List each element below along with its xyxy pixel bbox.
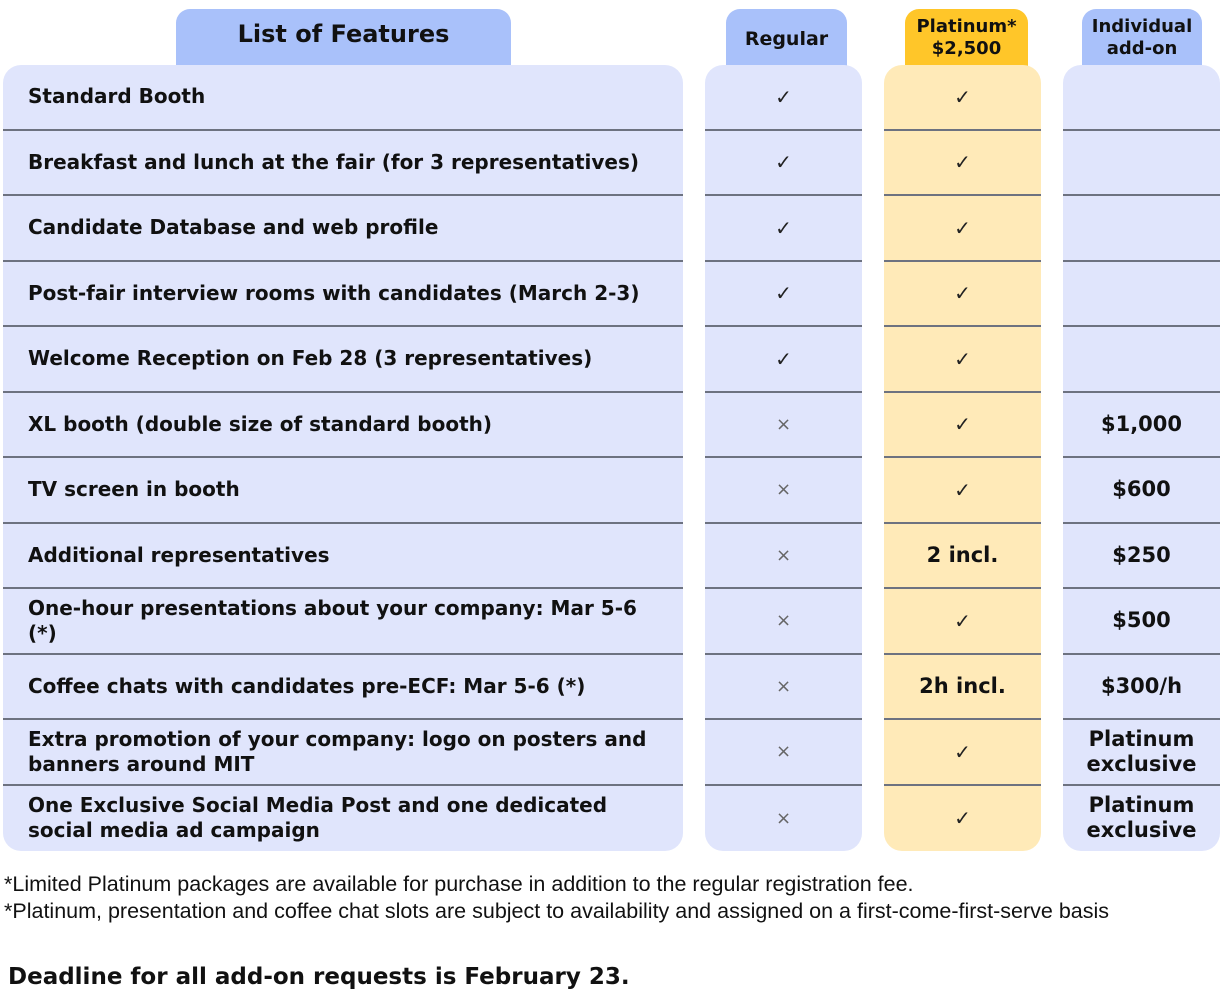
- addon-cell: [1063, 131, 1220, 197]
- platinum-cell: [884, 131, 1041, 197]
- addon-cell: [1063, 655, 1220, 721]
- feature-label: TV screen in booth: [28, 477, 240, 502]
- regular-cell: [705, 589, 862, 655]
- addon-cell: [1063, 786, 1220, 852]
- addon-value: $500: [1112, 608, 1171, 633]
- features-header-tab: [176, 9, 511, 66]
- addon-value: $250: [1112, 542, 1171, 567]
- platinum-value: 2h incl.: [919, 673, 1006, 698]
- regular-cell: [705, 262, 862, 328]
- addon-header-label-line2: add-on: [1106, 37, 1178, 59]
- regular-header-tab: [726, 9, 847, 66]
- platinum-cell: [884, 65, 1041, 131]
- checkmark-icon: ✓: [775, 150, 792, 175]
- addon-cell: [1063, 720, 1220, 786]
- platinum-cell: [884, 262, 1041, 328]
- checkmark-icon: ✓: [775, 215, 792, 240]
- feature-label: Welcome Reception on Feb 28 (3 representatives): [28, 346, 593, 371]
- cross-icon: ×: [775, 544, 792, 566]
- addon-header-label-line1: Individual: [1091, 15, 1193, 37]
- feature-row: [3, 589, 683, 655]
- addon-cell: [1063, 393, 1220, 459]
- regular-column: [705, 65, 862, 851]
- feature-row: [3, 327, 683, 393]
- footnote-slots-availability: *Platinum, presentation and coffee chat slots are subject to availability and assigned on a first-come-first-serve basis: [4, 899, 1110, 923]
- feature-label: Breakfast and lunch at the fair (for 3 representatives): [28, 149, 640, 174]
- footnote-platinum-availability: *Limited Platinum packages are available for purchase in addition to the regular registration fee.: [4, 872, 914, 896]
- cross-icon: ×: [775, 807, 792, 829]
- regular-cell: [705, 524, 862, 590]
- features-column: [3, 65, 683, 851]
- platinum-cell: [884, 196, 1041, 262]
- addon-header-tab: [1082, 9, 1202, 66]
- feature-row: [3, 655, 683, 721]
- addon-value: $600: [1112, 477, 1171, 502]
- checkmark-icon: ✓: [775, 281, 792, 306]
- feature-row: [3, 786, 683, 852]
- regular-cell: [705, 393, 862, 459]
- regular-cell: [705, 458, 862, 524]
- regular-header-label: Regular: [744, 27, 829, 50]
- features-header-label: List of Features: [237, 19, 450, 48]
- feature-row: [3, 262, 683, 328]
- feature-row: [3, 393, 683, 459]
- platinum-cell: [884, 524, 1041, 590]
- feature-row: [3, 131, 683, 197]
- feature-label: One-hour presentations about your company: Mar 5-6 (*): [28, 595, 637, 645]
- platinum-cell: [884, 786, 1041, 852]
- feature-label: Candidate Database and web profile: [28, 215, 439, 240]
- cross-icon: ×: [775, 741, 792, 763]
- addon-cell: [1063, 524, 1220, 590]
- feature-label: Extra promotion of your company: logo on posters and banners around MIT: [28, 726, 647, 776]
- addon-cell: [1063, 196, 1220, 262]
- cross-icon: ×: [775, 479, 792, 501]
- platinum-header-tab: [905, 9, 1028, 66]
- addon-cell: [1063, 589, 1220, 655]
- checkmark-icon: ✓: [954, 806, 971, 831]
- addon-cell: [1063, 458, 1220, 524]
- checkmark-icon: ✓: [954, 346, 971, 371]
- platinum-cell: [884, 655, 1041, 721]
- feature-label: Standard Booth: [28, 84, 206, 109]
- feature-label: Additional representatives: [28, 542, 330, 567]
- regular-cell: [705, 131, 862, 197]
- platinum-cell: [884, 393, 1041, 459]
- addon-value: Platinum exclusive: [1086, 726, 1197, 776]
- checkmark-icon: ✓: [954, 281, 971, 306]
- addon-column: [1063, 65, 1220, 851]
- platinum-cell: [884, 589, 1041, 655]
- feature-row: [3, 65, 683, 131]
- platinum-header-price: $2,500: [931, 37, 1002, 59]
- platinum-cell: [884, 327, 1041, 393]
- regular-cell: [705, 720, 862, 786]
- addon-value: Platinum exclusive: [1086, 793, 1197, 843]
- checkmark-icon: ✓: [954, 84, 971, 109]
- feature-row: [3, 458, 683, 524]
- checkmark-icon: ✓: [775, 346, 792, 371]
- regular-cell: [705, 65, 862, 131]
- platinum-value: 2 incl.: [926, 542, 999, 567]
- feature-label: XL booth (double size of standard booth): [28, 411, 493, 436]
- addon-value: $1,000: [1100, 411, 1183, 436]
- regular-cell: [705, 655, 862, 721]
- addon-value: $300/h: [1100, 673, 1183, 698]
- feature-label: One Exclusive Social Media Post and one dedicated social media ad campaign: [28, 793, 608, 843]
- addon-cell: [1063, 65, 1220, 131]
- feature-label: Coffee chats with candidates pre-ECF: Mar 5-6 (*): [28, 673, 586, 698]
- deadline-notice: Deadline for all add-on requests is February 23.: [8, 964, 630, 990]
- feature-row: [3, 524, 683, 590]
- addon-cell: [1063, 327, 1220, 393]
- cross-icon: ×: [775, 675, 792, 697]
- regular-cell: [705, 327, 862, 393]
- checkmark-icon: ✓: [954, 608, 971, 633]
- feature-row: [3, 196, 683, 262]
- regular-cell: [705, 196, 862, 262]
- platinum-cell: [884, 458, 1041, 524]
- checkmark-icon: ✓: [954, 739, 971, 764]
- addon-cell: [1063, 262, 1220, 328]
- checkmark-icon: ✓: [775, 84, 792, 109]
- platinum-cell: [884, 720, 1041, 786]
- checkmark-icon: ✓: [954, 477, 971, 502]
- cross-icon: ×: [775, 413, 792, 435]
- regular-cell: [705, 786, 862, 852]
- feature-row: [3, 720, 683, 786]
- checkmark-icon: ✓: [954, 150, 971, 175]
- feature-label: Post-fair interview rooms with candidates (March 2-3): [28, 280, 640, 305]
- platinum-column: [884, 65, 1041, 851]
- checkmark-icon: ✓: [954, 412, 971, 437]
- checkmark-icon: ✓: [954, 215, 971, 240]
- platinum-header-label: Platinum*: [916, 15, 1017, 37]
- cross-icon: ×: [775, 610, 792, 632]
